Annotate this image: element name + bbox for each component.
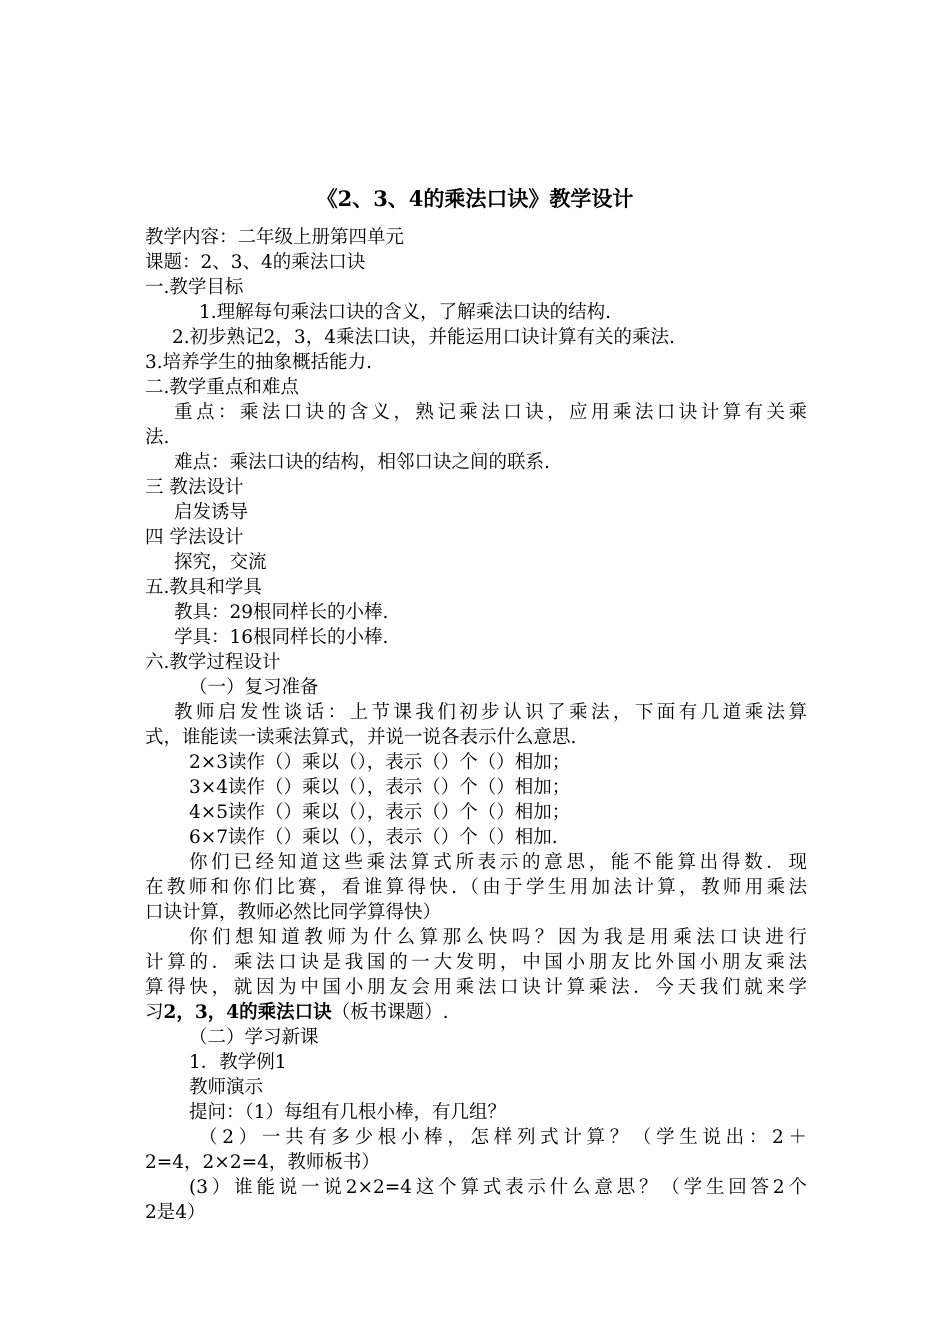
section-heading: 三 教法设计: [145, 477, 244, 498]
text-line: 重点：乘法口诀的含义，熟记乘法口诀，应用乘法口诀计算有关乘: [174, 402, 807, 423]
bold-lesson-topic: 2，3，4的乘法口诀: [163, 1002, 332, 1023]
text-line: 1．教学例1: [189, 1052, 287, 1073]
text-line: 2是4）: [145, 1202, 206, 1223]
section-heading: 四 学法设计: [145, 527, 244, 548]
text-line: 教师演示: [189, 1077, 264, 1098]
document-title: 《2、3、4的乘法口诀》教学设计: [316, 186, 634, 211]
subsection-heading: （一）复习准备: [189, 677, 319, 698]
section-heading: 六.教学过程设计: [145, 652, 281, 673]
exercise-line: 6×7读作（）乘以（），表示（）个（）相加.: [189, 827, 558, 848]
text-line: 式，谁能读一读乘法算式，并说一说各表示什么意思.: [145, 727, 577, 748]
text-line: 难点：乘法口诀的结构，相邻口诀之间的联系.: [174, 452, 550, 473]
text-line: (3）谁能说一说2×2=4这个算式表示什么意思？（学生回答2个: [189, 1177, 807, 1198]
text-line: 学具：16根同样长的小棒.: [174, 627, 389, 648]
exercise-line: 3×4读作（）乘以（），表示（）个（）相加；: [189, 777, 571, 798]
document-body: [145, 225, 807, 1225]
text-line: 3.培养学生的抽象概括能力.: [145, 352, 373, 373]
text-line: 教具：29根同样长的小棒.: [174, 602, 389, 623]
text-line: 算得快，就因为中国小朋友会用乘法口诀计算乘法．今天我们就来学: [145, 977, 807, 998]
text-line: 启发诱导: [174, 502, 249, 523]
text-line: 1.理解每句乘法口诀的含义，了解乘法口诀的结构.: [199, 302, 612, 323]
text-run: （板书课题）.: [331, 1002, 449, 1023]
text-line: 课题：2、3、4的乘法口诀: [145, 252, 366, 273]
subsection-heading: （二）学习新课: [189, 1027, 319, 1048]
text-line: 2.初步熟记2，3，4乘法口诀，并能运用口诀计算有关的乘法.: [172, 327, 675, 348]
text-line: 教学内容：二年级上册第四单元: [145, 227, 405, 248]
exercise-line: 4×5读作（）乘以（），表示（）个（）相加；: [189, 802, 571, 823]
text-line: 法.: [145, 427, 170, 448]
section-heading: 二.教学重点和难点: [145, 377, 299, 398]
text-line: 在教师和你们比赛，看谁算得快.（由于学生用加法计算，教师用乘法: [145, 877, 807, 898]
text-line: 提问：（1）每组有几根小棒，有几组？: [189, 1102, 507, 1123]
exercise-line: 2×3读作（）乘以（），表示（）个（）相加；: [189, 752, 571, 773]
text-line: 口诀计算，教师必然比同学算得快）: [145, 902, 442, 923]
text-line: 2=4，2×2=4，教师板书）: [145, 1152, 380, 1173]
text-line: 探究，交流: [174, 552, 267, 573]
text-run: 习: [145, 1002, 164, 1023]
section-heading: 五.教具和学具: [145, 577, 262, 598]
text-line: 教师启发性谈话：上节课我们初步认识了乘法，下面有几道乘法算: [174, 702, 807, 723]
section-heading: 一.教学目标: [145, 277, 244, 298]
text-line: 计算的．乘法口诀是我国的一大发明，中国小朋友比外国小朋友乘法: [145, 952, 807, 973]
text-line: 你们想知道教师为什么算那么快吗？因为我是用乘法口诀进行: [189, 927, 807, 948]
text-line: 你们已经知道这些乘法算式所表示的意思，能不能算出得数．现: [189, 852, 807, 873]
text-line: [145, 1000, 807, 1025]
text-line: （2）一共有多少根小棒，怎样列式计算？（学生说出：2＋: [199, 1127, 807, 1148]
